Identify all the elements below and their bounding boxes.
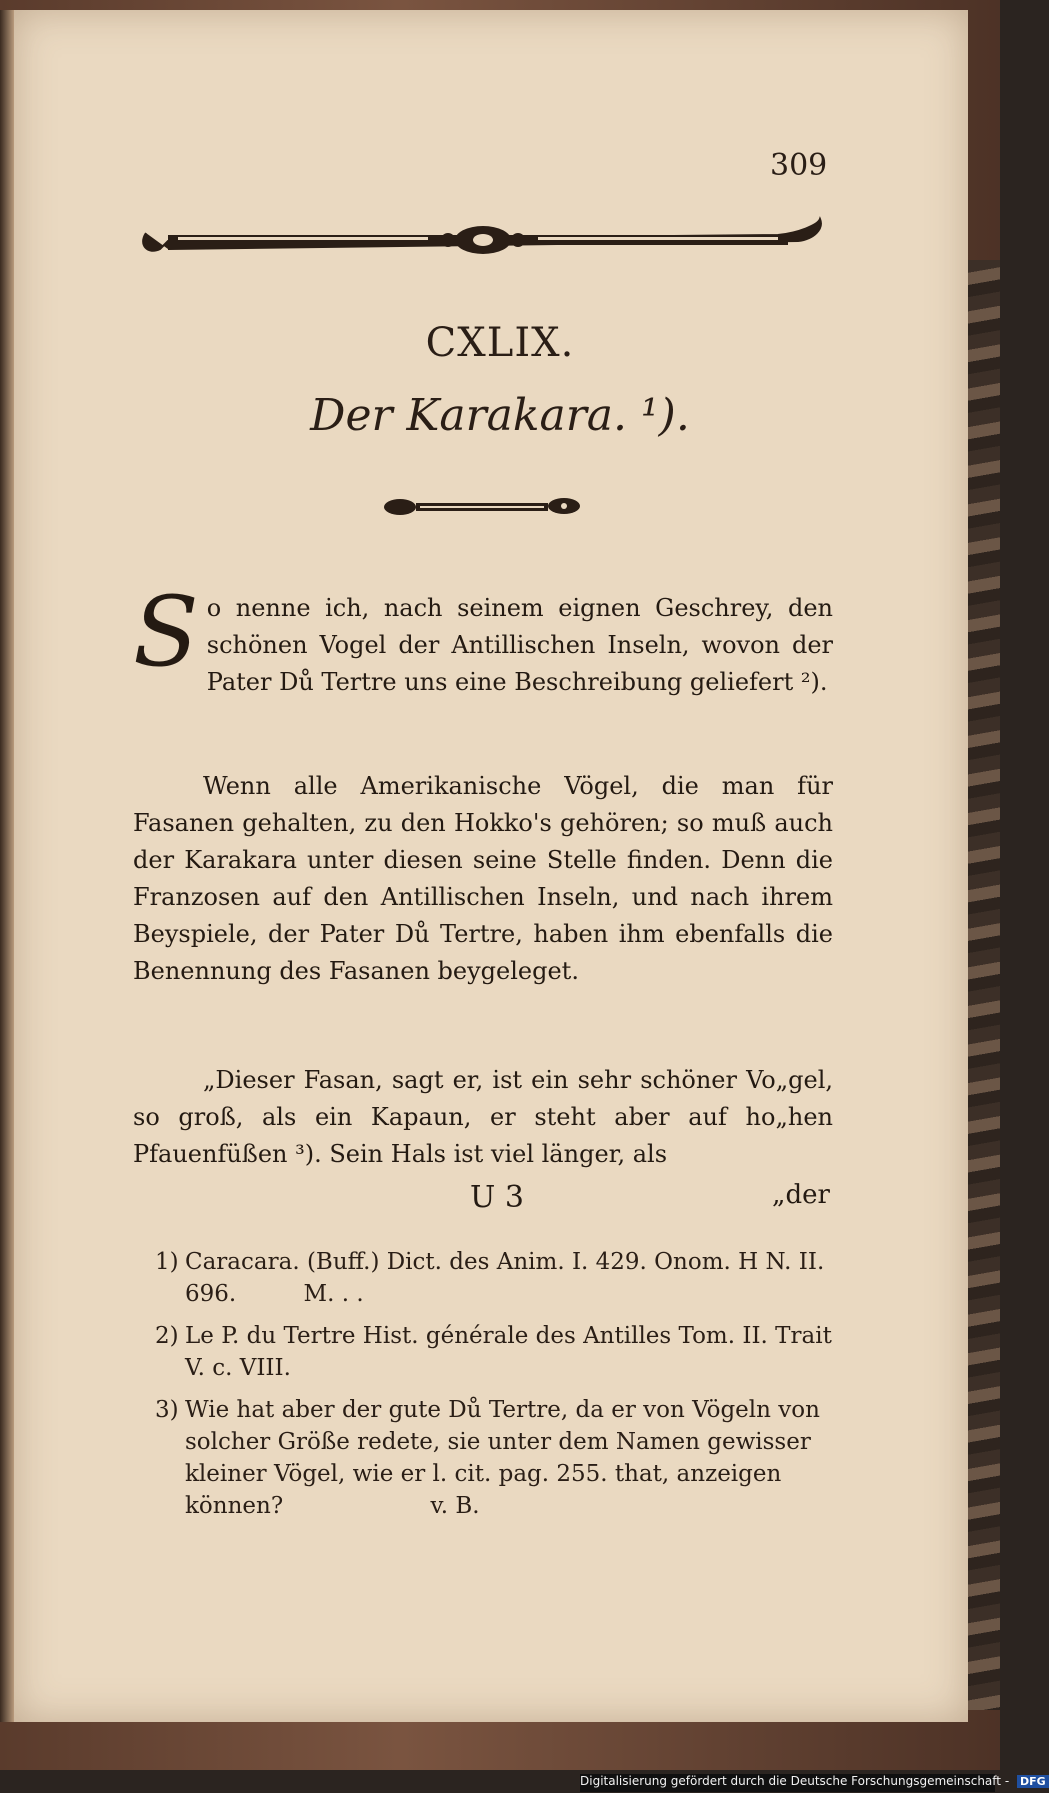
paragraph-intro-text: o nenne ich, nach seinem eignen Geschrey, den schönen Vogel der Antillischen Inseln, wovon der Pater Dů Tertre uns eine Beschreibung geliefert ²). xyxy=(206,594,833,696)
footnote xyxy=(155,1394,835,1522)
digitization-credit xyxy=(580,1774,1046,1792)
footnote-mark: M. . . xyxy=(303,1281,364,1307)
paragraph-body: Wenn alle Amerikanische Vögel, die man für Fasanen gehalten, zu den Hokko's gehören; so muß auch der Karakara unter diesen seine Stelle finden. Denn die Franzosen auf den Antillischen Inseln, und nach ihrem Beyspiele, der Pater Dů Tertre, haben ihm ebenfalls die Benennung des Fasanen beygeleget. xyxy=(133,772,833,985)
chapter-number: CXLIX. xyxy=(425,320,575,366)
footnote-number: 1) xyxy=(155,1249,179,1275)
signature-mark: U 3 xyxy=(470,1180,524,1215)
paragraph-intro xyxy=(133,576,833,701)
paragraph-quote: „Dieser Fasan, sagt er, ist ein sehr schöner Vo„gel, so groß, als ein Kapaun, er steht aber auf ho„hen Pfauenfüßen ³). Sein Hals ist viel länger, als xyxy=(133,1066,833,1168)
chapter-title: Der Karakara. ¹). xyxy=(310,390,690,441)
footnote-mark: v. B. xyxy=(430,1493,480,1519)
catchword: „der xyxy=(772,1180,830,1210)
page-gutter xyxy=(0,10,14,1722)
credit-text: Digitalisierung gefördert durch die Deutsche Forschungsgemeinschaft - xyxy=(580,1774,1010,1788)
footnote-text: Le P. du Tertre Hist. générale des Antilles Tom. II. Trait V. c. VIII. xyxy=(185,1323,832,1381)
drop-cap: S xyxy=(133,576,199,688)
footnote-number: 2) xyxy=(155,1323,179,1349)
ornamental-rule-small-icon xyxy=(378,492,588,522)
footnote xyxy=(155,1246,835,1310)
footnotes xyxy=(155,1246,835,1532)
footnote-text: Wie hat aber der gute Dů Tertre, da er von Vögeln von solcher Größe redete, sie unter dem Namen gewisser kleiner Vögel, wie er l. cit. pag. 255. that, anzeigen können? xyxy=(185,1397,820,1519)
footnote-number: 3) xyxy=(155,1397,179,1423)
page-number: 309 xyxy=(770,148,828,183)
dfg-logo: DFG xyxy=(1017,1775,1049,1788)
footnote xyxy=(155,1320,835,1384)
footnote-text: Caracara. (Buff.) Dict. des Anim. I. 429. Onom. H N. II. 696. xyxy=(185,1249,825,1307)
ornamental-rule-top-icon xyxy=(138,215,828,265)
